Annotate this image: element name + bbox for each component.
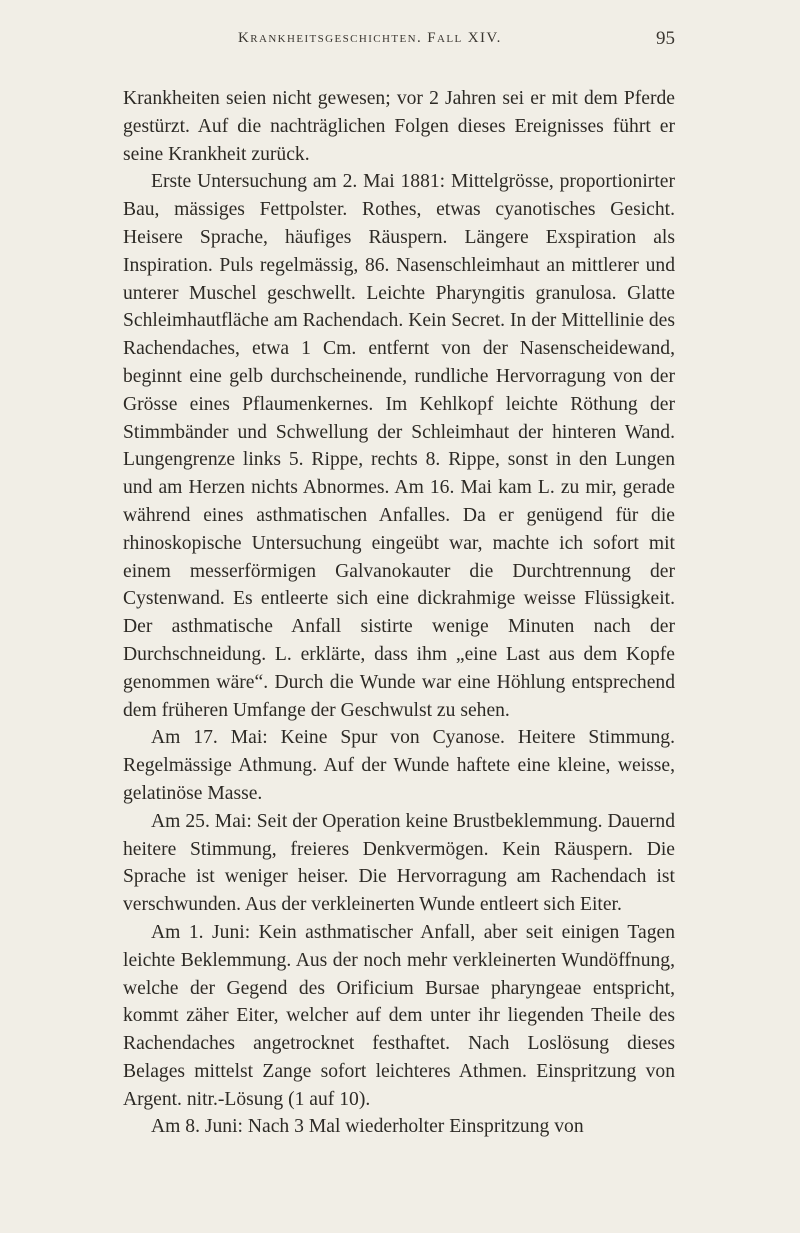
paragraph-first-examination: Erste Untersuchung am 2. Mai 1881: Mittelgrösse, proportionirter Bau, mässiges Fettpolster. Rothes, etwas cyanotisches Gesicht. Heisere Sprache, häufiges Räuspern. Längere Exspiration als Inspiration. Puls regelmässig, 86. Nasenschleimhaut an mittlerer und unterer Muschel geschwellt. Leichte Pharyngitis granulosa. Glatte Schleimhautfläche am Rachendach. Kein Secret. In der Mittellinie des Rachendaches, etwa 1 Cm. entfernt von der Nasenscheidewand, beginnt eine gelb durchscheinende, rundliche Hervorragung von der Grösse eines Pflaumenkernes. Im Kehlkopf leichte Röthung der Stimmbänder und Schwellung der Schleimhaut der hinteren Wand. Lungengrenze links 5. Rippe, rechts 8. Rippe, sonst in den Lungen und am Herzen nichts Abnormes. Am 16. Mai kam L. zu mir, gerade während eines asthmatischen Anfalles. Da er genügend für die rhinoskopische Untersuchung eingeübt war, machte ich sofort mit einem messerförmigen Galvanokauter die Durchtrennung der Cystenwand. Es entleerte sich eine dickrahmige weisse Flüssigkeit. Der asthmatische Anfall sistirte wenige Minuten nach der Durchschneidung. L. erklärte, dass ihm „eine Last aus dem Kopfe genommen wäre“. Durch die Wunde war eine Höhlung entsprechend dem früheren Umfange der Geschwulst zu sehen. bbox=[123, 171, 675, 721]
paragraph-june-8: Am 8. Juni: Nach 3 Mal wiederholter Einspritzung von bbox=[151, 1116, 584, 1138]
page-header bbox=[0, 30, 800, 54]
page-number: 95 bbox=[656, 28, 675, 49]
paragraph-june-1: Am 1. Juni: Kein asthmatischer Anfall, aber seit einigen Tagen leichte Beklemmung. Aus der noch mehr verkleinerten Wundöffnung, welche der Gegend des Orificium Bursae pharyngeae entspricht, kommt zäher Eiter, welcher auf dem unter ihr liegenden Theile des Rachendaches angetrocknet festhaftet. Nach Loslösung dieses Belages mittelst Zange sofort leichteres Athmen. Einspritzung von Argent. nitr.-Lösung (1 auf 10). bbox=[123, 921, 675, 1110]
paragraph-continuation: Krankheiten seien nicht gewesen; vor 2 Jahren sei er mit dem Pferde gestürzt. Auf die nachträglichen Folgen dieses Ereignisses führt er seine Krankheit zurück. bbox=[123, 88, 675, 165]
paragraph-may-25: Am 25. Mai: Seit der Operation keine Brustbeklemmung. Dauernd heitere Stimmung, freieres Denkvermögen. Kein Räuspern. Die Sprache ist weniger heiser. Die Hervorragung am Rachendach ist verschwunden. Aus der verkleinerten Wunde entleert sich Eiter. bbox=[123, 810, 675, 916]
paragraph-may-17: Am 17. Mai: Keine Spur von Cyanose. Heitere Stimmung. Regelmässige Athmung. Auf der Wunde haftete eine kleine, weisse, gelatinöse Masse. bbox=[123, 727, 675, 804]
body-text bbox=[123, 85, 675, 1141]
running-title: Krankheitsgeschichten. Fall XIV. bbox=[238, 30, 502, 46]
